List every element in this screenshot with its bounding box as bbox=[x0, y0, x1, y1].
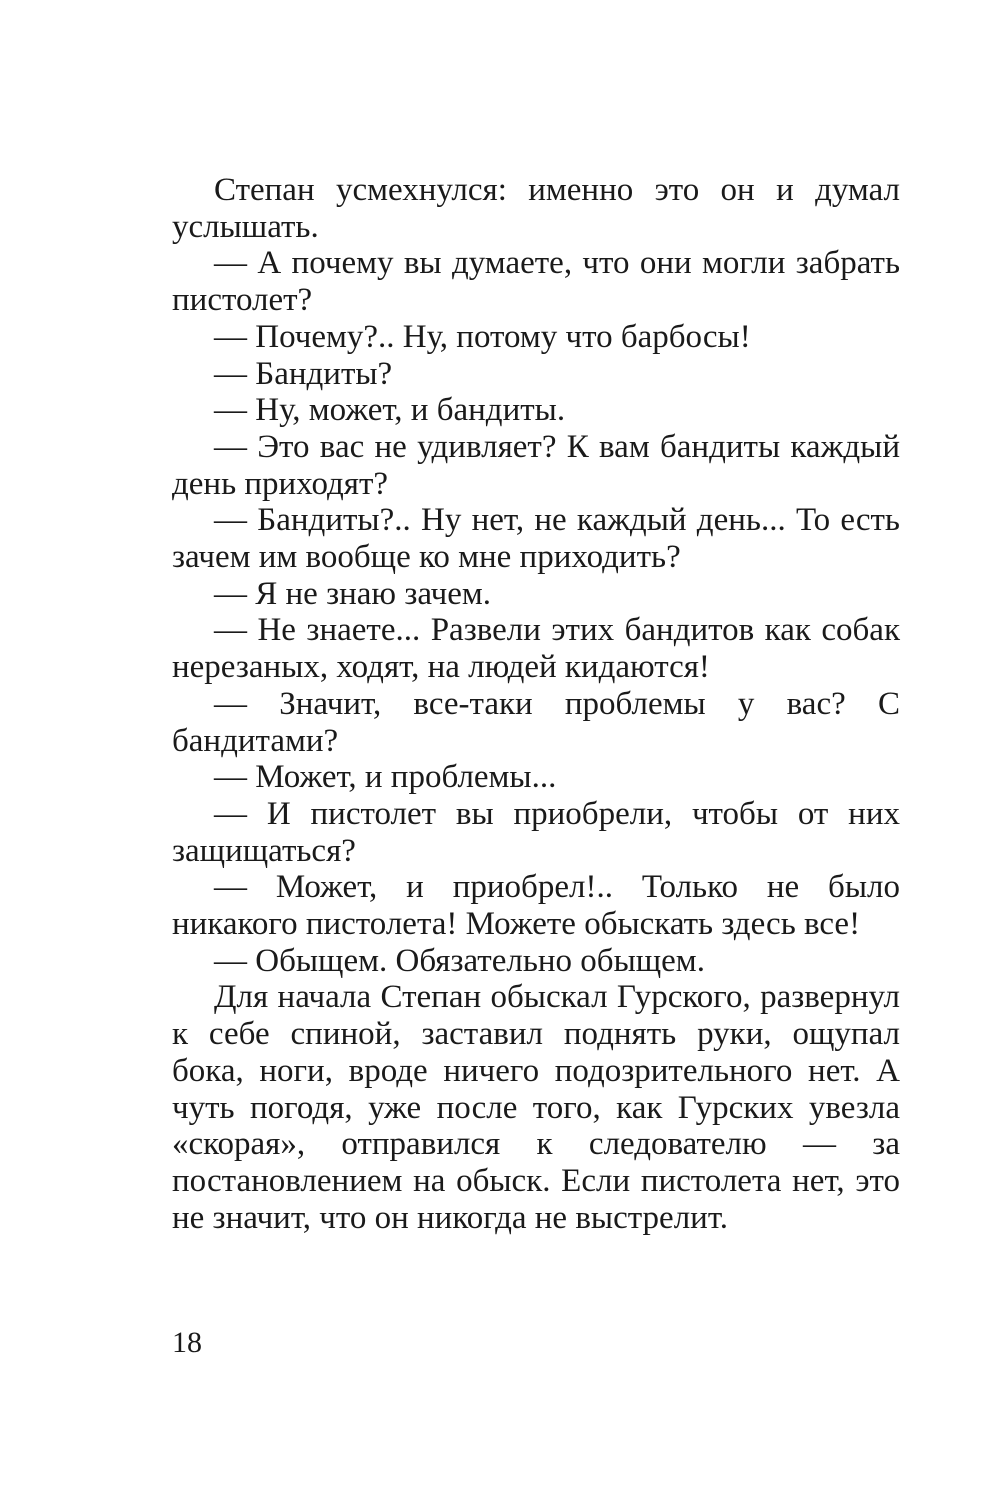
body-text bbox=[172, 172, 900, 1236]
paragraph-13: — Может, и приобрел!.. Только не было никакого пистолета! Можете обыскать здесь все! bbox=[172, 869, 900, 943]
paragraph-8: — Я не знаю зачем. bbox=[214, 575, 492, 612]
paragraph-9: — Не знаете... Развели этих бандитов как собак нерезаных, ходят, на людей кидаются! bbox=[172, 612, 900, 686]
paragraph-12: — И пистолет вы приобрели, чтобы от них защищаться? bbox=[172, 795, 900, 869]
paragraph-2: — А почему вы думаете, что они могли забрать пистолет? bbox=[172, 245, 900, 319]
paragraph-7: — Бандиты?.. Ну нет, не каждый день... То есть зачем им вообще ко мне приходить? bbox=[172, 502, 900, 576]
paragraph-5: — Ну, может, и бандиты. bbox=[214, 392, 566, 429]
paragraph-11: — Может, и проблемы... bbox=[214, 759, 557, 796]
paragraph-15: Для начала Степан обыскал Гурского, развернул к себе спиной, заставил поднять руки, ощупал бока, ноги, вроде ничего подозрительного нет. А чуть погодя, уже после того, как Гурских увезла «скорая», отправился к следователю — за постановлением на обыск. Если пистолета нет, это не значит, что он никогда не выстрелит. bbox=[172, 979, 900, 1236]
paragraph-6: — Это вас не удивляет? К вам бандиты каждый день приходят? bbox=[172, 428, 900, 502]
paragraph-1: Степан усмехнулся: именно это он и думал услышать. bbox=[172, 172, 900, 245]
paragraph-4: — Бандиты? bbox=[214, 355, 393, 392]
paragraph-10: — Значит, все-таки проблемы у вас? С бандитами? bbox=[172, 685, 900, 759]
paragraph-3: — Почему?.. Ну, потому что барбосы! bbox=[214, 318, 751, 355]
paragraph-14: — Обыщем. Обязательно обыщем. bbox=[214, 942, 705, 979]
page-number: 18 bbox=[172, 1326, 202, 1359]
